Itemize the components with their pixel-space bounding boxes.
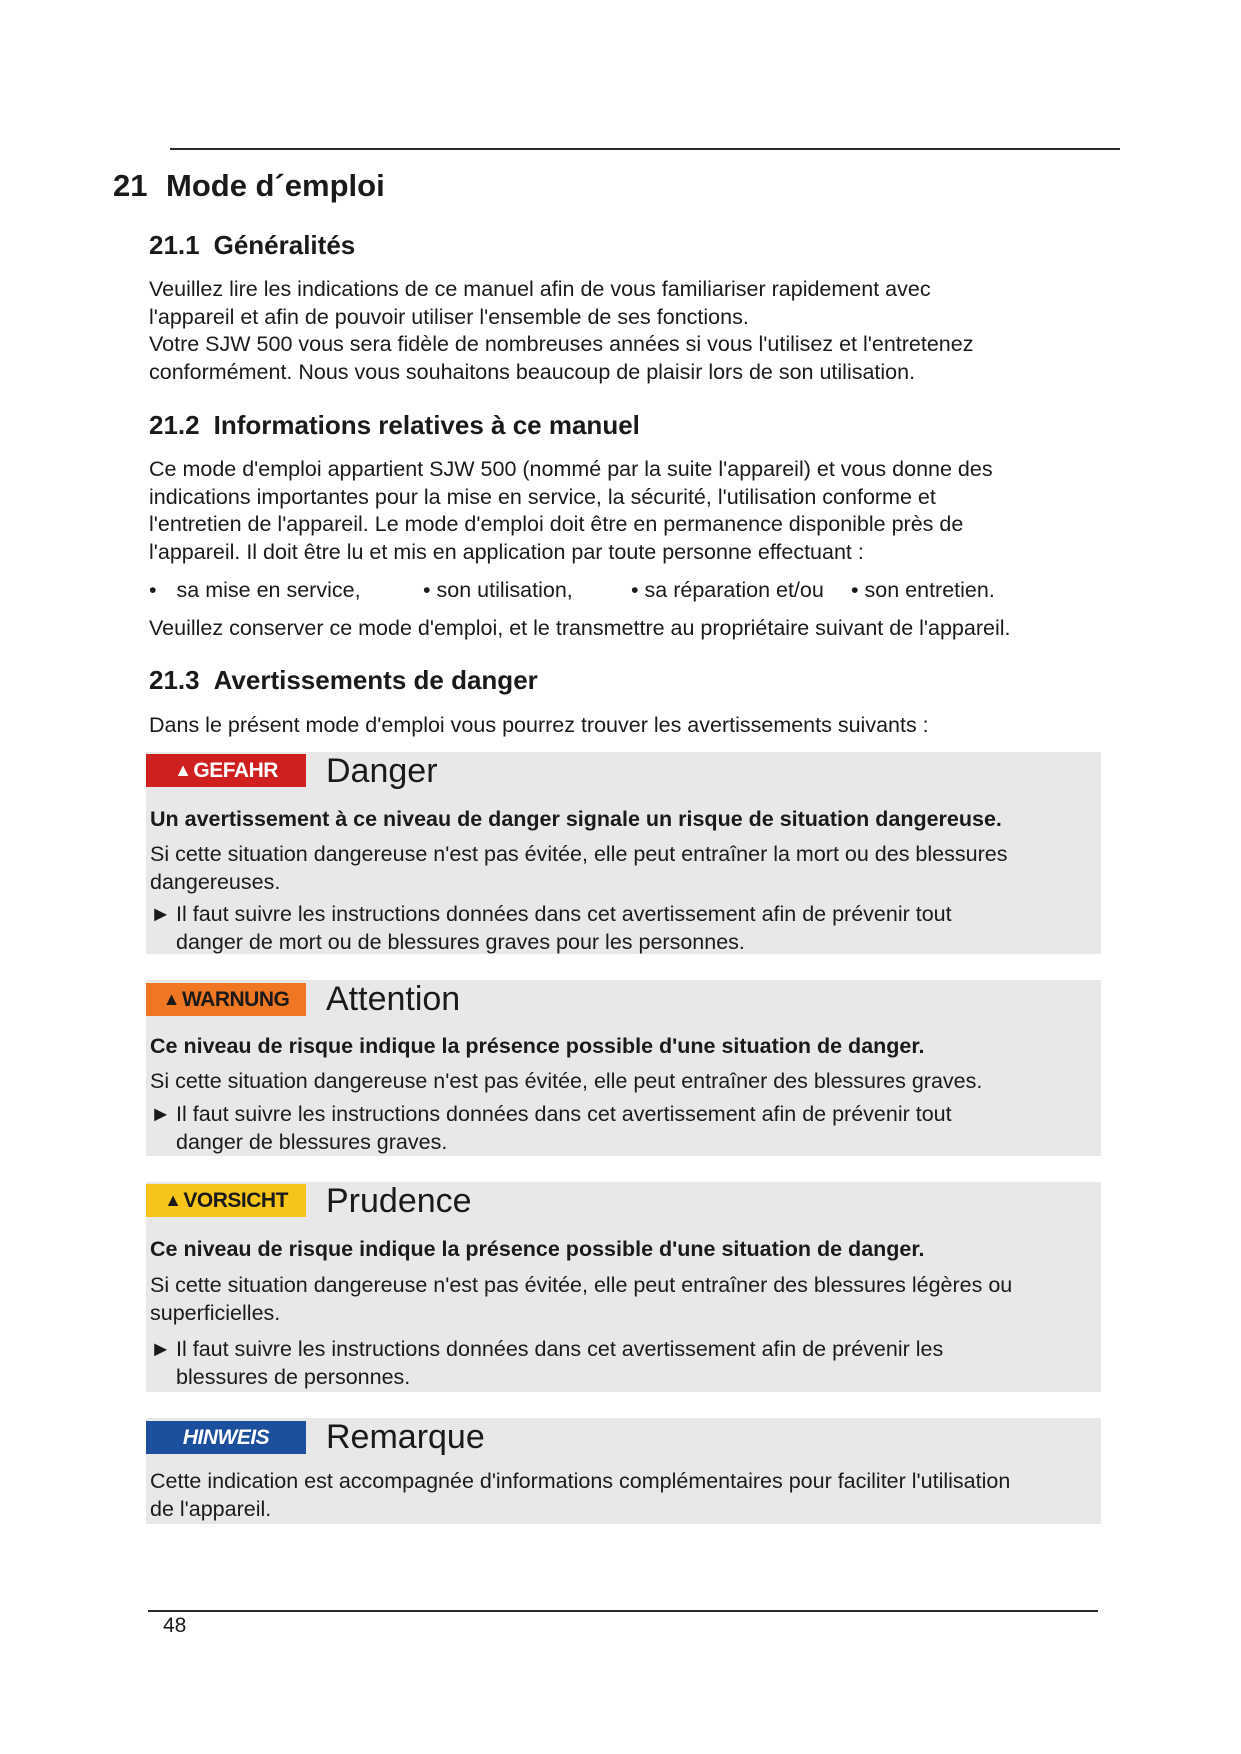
warning-triangle-icon: ▲ — [162, 989, 180, 1009]
subsection-number: 21.3 — [149, 665, 200, 695]
text-line: conformément. Nous vous souhaitons beaucoup de plaisir lors de son utilisation. — [149, 359, 916, 384]
text-line: superficielles. — [150, 1300, 281, 1325]
general-paragraph — [149, 276, 1109, 386]
list-item: • sa mise en service, — [149, 578, 361, 602]
warnings-intro: Dans le présent mode d'emploi vous pourrez trouver les avertissements suivants : — [149, 713, 929, 737]
text-line: Il faut suivre les instructions données dans cet avertissement afin de prévenir tout — [176, 902, 952, 926]
text-line: Si cette situation dangereuse n'est pas évitée, elle peut entraîner des blessures légères ou — [150, 1273, 1013, 1297]
list-item: • son entretien. — [851, 578, 995, 602]
notice-signal-label — [146, 1421, 306, 1454]
text-line: Cette indication est accompagnée d'informations complémentaires pour faciliter l'utilisation — [150, 1469, 1011, 1493]
page-number: 48 — [163, 1614, 187, 1637]
signal-word: VORSICHT — [183, 1188, 288, 1212]
caution-description — [150, 1272, 1100, 1327]
list-item-text: son entretien. — [864, 578, 995, 602]
header-rule — [170, 148, 1120, 150]
caution-signal-label — [146, 1184, 306, 1217]
text-line: blessures de personnes. — [176, 1364, 411, 1389]
warning-box — [146, 980, 1101, 1156]
text-line: danger de blessures graves. — [176, 1129, 448, 1154]
list-item-text: sa réparation et/ou — [644, 578, 824, 602]
subsection-heading-general — [149, 230, 355, 261]
danger-summary: Un avertissement à ce niveau de danger signale un risque de situation dangereuse. — [150, 807, 1002, 831]
text-line: Si cette situation dangereuse n'est pas évitée, elle peut entraîner des blessures graves. — [150, 1069, 983, 1093]
subsection-number: 21.2 — [149, 410, 200, 440]
caution-box — [146, 1182, 1101, 1392]
notice-box — [146, 1418, 1101, 1524]
warning-instruction — [150, 1101, 1076, 1156]
danger-warning-box — [146, 752, 1101, 954]
warning-triangle-icon: ▲ — [164, 1190, 182, 1210]
list-item: • son utilisation, — [423, 578, 573, 602]
caution-summary: Ce niveau de risque indique la présence possible d'une situation de danger. — [150, 1237, 925, 1261]
warning-description — [150, 1068, 1100, 1096]
subsection-number: 21.1 — [149, 230, 200, 260]
caution-instruction — [150, 1336, 1076, 1391]
text-line: Votre SJW 500 vous sera fidèle de nombreuses années si vous l'utilisez et l'entretenez — [149, 332, 974, 356]
danger-description — [150, 841, 1100, 896]
danger-title: Danger — [326, 752, 438, 790]
text-line: Si cette situation dangereuse n'est pas évitée, elle peut entraîner la mort ou des blessures — [150, 842, 1008, 866]
signal-word: HINWEIS — [182, 1425, 270, 1449]
warning-summary: Ce niveau de risque indique la présence possible d'une situation de danger. — [150, 1034, 925, 1058]
text-line: Il faut suivre les instructions données dans cet avertissement afin de prévenir les — [176, 1337, 944, 1361]
signal-word: WARNUNG — [182, 987, 290, 1011]
manual-info-paragraph — [149, 456, 1109, 566]
subsection-heading-manual-info — [149, 410, 640, 441]
subsection-title: Avertissements de danger — [213, 665, 538, 695]
warning-title: Attention — [326, 980, 461, 1018]
list-item-text: son utilisation, — [436, 578, 573, 602]
text-line: Ce mode d'emploi appartient SJW 500 (nommé par la suite l'appareil) et vous donne des — [149, 457, 993, 481]
manual-info-closing: Veuillez conserver ce mode d'emploi, et le transmettre au propriétaire suivant de l'appareil. — [149, 616, 1011, 640]
danger-instruction — [150, 901, 1076, 956]
danger-signal-label — [146, 754, 306, 787]
text-line: de l'appareil. — [150, 1496, 272, 1521]
text-line: Il faut suivre les instructions données dans cet avertissement afin de prévenir tout — [176, 1102, 952, 1126]
text-line: l'entretien de l'appareil. Le mode d'emploi doit être en permanence disponible près de — [149, 512, 964, 536]
section-number: 21 — [113, 168, 148, 203]
arrow-right-icon: ► — [150, 1102, 172, 1126]
section-title: Mode d´emploi — [166, 168, 385, 203]
notice-description — [150, 1468, 1100, 1523]
subsection-title: Généralités — [213, 230, 356, 260]
list-item: • sa réparation et/ou — [631, 578, 824, 602]
text-line: l'appareil. Il doit être lu et mis en application par toute personne effectuant : — [149, 539, 864, 564]
text-line: dangereuses. — [150, 869, 281, 894]
signal-word: GEFAHR — [193, 758, 278, 782]
text-line: danger de mort ou de blessures graves pour les personnes. — [176, 929, 745, 954]
notice-title: Remarque — [326, 1418, 485, 1456]
warning-signal-label — [146, 983, 306, 1016]
text-line: Veuillez lire les indications de ce manuel afin de vous familiariser rapidement avec — [149, 277, 931, 301]
subsection-title: Informations relatives à ce manuel — [213, 410, 640, 440]
arrow-right-icon: ► — [150, 1337, 172, 1361]
caution-title: Prudence — [326, 1182, 472, 1220]
section-heading — [113, 168, 385, 204]
text-line: indications importantes pour la mise en service, la sécurité, l'utilisation conforme et — [149, 484, 936, 509]
footer-rule — [148, 1610, 1098, 1612]
list-item-text: sa mise en service, — [176, 578, 361, 602]
text-line: l'appareil et afin de pouvoir utiliser l'ensemble de ses fonctions. — [149, 304, 749, 329]
subsection-heading-warnings — [149, 665, 538, 696]
warning-triangle-icon: ▲ — [174, 760, 192, 780]
arrow-right-icon: ► — [150, 902, 172, 926]
